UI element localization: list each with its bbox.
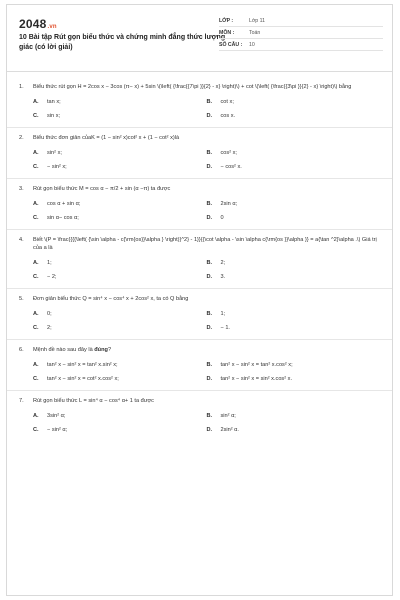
site-logo[interactable]: 2048.vn bbox=[19, 17, 57, 31]
meta-value: Toán bbox=[249, 29, 261, 36]
option-text: sin² α; bbox=[220, 413, 236, 419]
question-number: 7. bbox=[19, 398, 24, 404]
option-text: cos x. bbox=[220, 113, 236, 119]
option-letter: B. bbox=[206, 311, 213, 317]
option-letter: D. bbox=[206, 376, 213, 382]
worksheet-page bbox=[6, 4, 393, 596]
meta-row-count bbox=[219, 39, 383, 51]
question-text: Đơn giản biểu thức Q = sin⁴ x − cos⁴ x + 2cos² x, ta có Q bằng bbox=[33, 296, 189, 302]
answer-option[interactable] bbox=[33, 197, 207, 211]
option-letter: D. bbox=[206, 164, 213, 170]
question-text: Rút gọn biểu thức L = sin⁴ α − cos⁴ α+ 1 ta được bbox=[33, 398, 154, 404]
question-text: Biểu thức đơn giản củaK = (1 − sin² x)cot² x + (1 − cot² x)là bbox=[33, 135, 180, 141]
option-text: − cos² x. bbox=[220, 164, 242, 170]
option-letter: A. bbox=[33, 201, 39, 207]
option-text: tan² x − sin² x = sin² x.cos² x. bbox=[220, 376, 292, 382]
option-text: cos² x; bbox=[220, 150, 237, 156]
option-text: 2; bbox=[220, 260, 226, 266]
answer-option[interactable] bbox=[33, 95, 207, 109]
option-letter: D. bbox=[206, 427, 213, 433]
answer-options bbox=[33, 256, 380, 284]
option-letter: D. bbox=[206, 215, 213, 221]
answer-option[interactable] bbox=[33, 423, 207, 437]
option-text: 3sin² α; bbox=[47, 413, 66, 419]
option-text: cot x; bbox=[220, 99, 234, 105]
question-item bbox=[7, 230, 392, 289]
option-letter: D. bbox=[206, 325, 213, 331]
option-text: tan² x − sin² x = cot² x.cos² x; bbox=[47, 376, 119, 382]
answer-option[interactable] bbox=[207, 146, 381, 160]
option-text: 1; bbox=[220, 311, 226, 317]
question-item bbox=[7, 77, 392, 128]
option-text: sin α− cos α; bbox=[47, 215, 79, 221]
answer-option[interactable] bbox=[207, 197, 381, 211]
option-letter: B. bbox=[206, 362, 213, 368]
option-text: 2sin α; bbox=[220, 201, 238, 207]
option-text: tan² x − sin² x = tan² x.cos² x; bbox=[220, 362, 293, 368]
option-letter: C. bbox=[33, 427, 39, 433]
option-letter: D. bbox=[206, 274, 213, 280]
meta-key: MÔN : bbox=[219, 29, 235, 36]
answer-option[interactable] bbox=[33, 256, 207, 270]
answer-options bbox=[33, 409, 380, 437]
question-item bbox=[7, 179, 392, 230]
option-text: tan² x − sin² x = tan² x.sin² x; bbox=[47, 362, 118, 368]
option-letter: C. bbox=[33, 274, 39, 280]
option-letter: B. bbox=[206, 413, 213, 419]
question-text: Biểu thức rút gọn H = 2cos x − 3cos (π− x) + 5sin \(\left( {\frac{{7\pi }}{2} - x} \right)\) + cot \(\left( {\frac{{3\pi }}{2} - x} \right)\) bằng bbox=[33, 84, 352, 90]
option-letter: A. bbox=[33, 99, 39, 105]
question-text: Rút gọn biểu thức M = cos α − π/2 + sin (α −π) ta được bbox=[33, 186, 171, 192]
option-text: 0; bbox=[47, 311, 52, 317]
option-text: 2; bbox=[47, 325, 52, 331]
option-letter: D. bbox=[206, 113, 213, 119]
question-item bbox=[7, 289, 392, 340]
option-letter: A. bbox=[33, 362, 39, 368]
question-number: 3. bbox=[19, 186, 24, 192]
option-letter: C. bbox=[33, 215, 39, 221]
option-letter: A. bbox=[33, 311, 39, 317]
answer-option[interactable] bbox=[207, 409, 381, 423]
question-number: 1. bbox=[19, 84, 24, 90]
option-text: 3. bbox=[220, 274, 226, 280]
option-text: cos α + sin α; bbox=[47, 201, 81, 207]
worksheet-header bbox=[7, 5, 392, 65]
answer-option[interactable] bbox=[33, 409, 207, 423]
meta-value: 10 bbox=[249, 41, 255, 48]
option-letter: B. bbox=[206, 260, 213, 266]
answer-option[interactable] bbox=[207, 256, 381, 270]
answer-option[interactable] bbox=[33, 307, 207, 321]
option-letter: C. bbox=[33, 164, 39, 170]
answer-option[interactable] bbox=[207, 423, 381, 437]
option-text: 0 bbox=[220, 215, 224, 221]
answer-option[interactable] bbox=[33, 211, 207, 225]
option-letter: A. bbox=[33, 260, 39, 266]
question-number: 6. bbox=[19, 347, 24, 353]
answer-option[interactable] bbox=[207, 372, 381, 386]
answer-options bbox=[33, 95, 380, 123]
question-item bbox=[7, 391, 392, 441]
question-list bbox=[7, 77, 392, 441]
emphasis-text: đúng bbox=[94, 347, 108, 353]
option-letter: B. bbox=[206, 201, 213, 207]
answer-option[interactable] bbox=[33, 270, 207, 284]
answer-option[interactable] bbox=[33, 321, 207, 335]
question-item bbox=[7, 340, 392, 391]
answer-option[interactable] bbox=[33, 109, 207, 123]
answer-options bbox=[33, 307, 380, 335]
answer-option[interactable] bbox=[33, 372, 207, 386]
answer-option[interactable] bbox=[207, 321, 381, 335]
option-text: − 2; bbox=[47, 274, 57, 280]
option-text: − sin² α; bbox=[47, 427, 68, 433]
answer-option[interactable] bbox=[207, 160, 381, 174]
question-number: 4. bbox=[19, 237, 24, 243]
option-letter: C. bbox=[33, 113, 39, 119]
option-letter: C. bbox=[33, 376, 39, 382]
question-text: Mệnh đề nào sau đây là đúng? bbox=[33, 347, 112, 353]
answer-options bbox=[33, 146, 380, 174]
option-text: 1; bbox=[47, 260, 52, 266]
option-letter: B. bbox=[206, 150, 213, 156]
option-text: 2sin² α. bbox=[220, 427, 239, 433]
meta-table bbox=[219, 15, 383, 51]
meta-key: SỐ CÂU : bbox=[219, 41, 243, 48]
option-letter: A. bbox=[33, 150, 39, 156]
option-text: sin x; bbox=[47, 113, 61, 119]
answer-option[interactable] bbox=[207, 95, 381, 109]
option-letter: A. bbox=[33, 413, 39, 419]
meta-row-subject bbox=[219, 27, 383, 39]
answer-option[interactable] bbox=[33, 146, 207, 160]
answer-option[interactable] bbox=[207, 307, 381, 321]
header-divider bbox=[7, 71, 392, 72]
meta-key: LỚP : bbox=[219, 17, 234, 24]
question-number: 5. bbox=[19, 296, 24, 302]
answer-options bbox=[33, 358, 380, 386]
meta-value: Lớp 11 bbox=[249, 17, 265, 24]
answer-option[interactable] bbox=[33, 160, 207, 174]
answer-option[interactable] bbox=[207, 358, 381, 372]
question-number: 2. bbox=[19, 135, 24, 141]
answer-option[interactable] bbox=[207, 270, 381, 284]
option-letter: B. bbox=[206, 99, 213, 105]
answer-option[interactable] bbox=[207, 211, 381, 225]
answer-options bbox=[33, 197, 380, 225]
option-text: − sin² x; bbox=[47, 164, 67, 170]
option-text: − 1. bbox=[220, 325, 230, 331]
answer-option[interactable] bbox=[33, 358, 207, 372]
meta-row-class bbox=[219, 15, 383, 27]
question-text: Biết \(P = \frac{{{{\left( {\sin \alpha - c{\rm{os}}\alpha } \right)}^2} - 1}}{{\cot \alpha - \sin \alpha c{\rm{os }}\alpha }} = a{\tan ^2}\alpha .\) Giá trị của a là bbox=[33, 237, 377, 251]
document-title: 10 Bài tập Rút gọn biểu thức và chứng minh đẳng thức lượng giác (có lời giải) bbox=[19, 34, 226, 51]
option-text: sin² x; bbox=[47, 150, 62, 156]
question-item bbox=[7, 128, 392, 179]
option-letter: C. bbox=[33, 325, 39, 331]
option-text: tan x; bbox=[47, 99, 61, 105]
answer-option[interactable] bbox=[207, 109, 381, 123]
